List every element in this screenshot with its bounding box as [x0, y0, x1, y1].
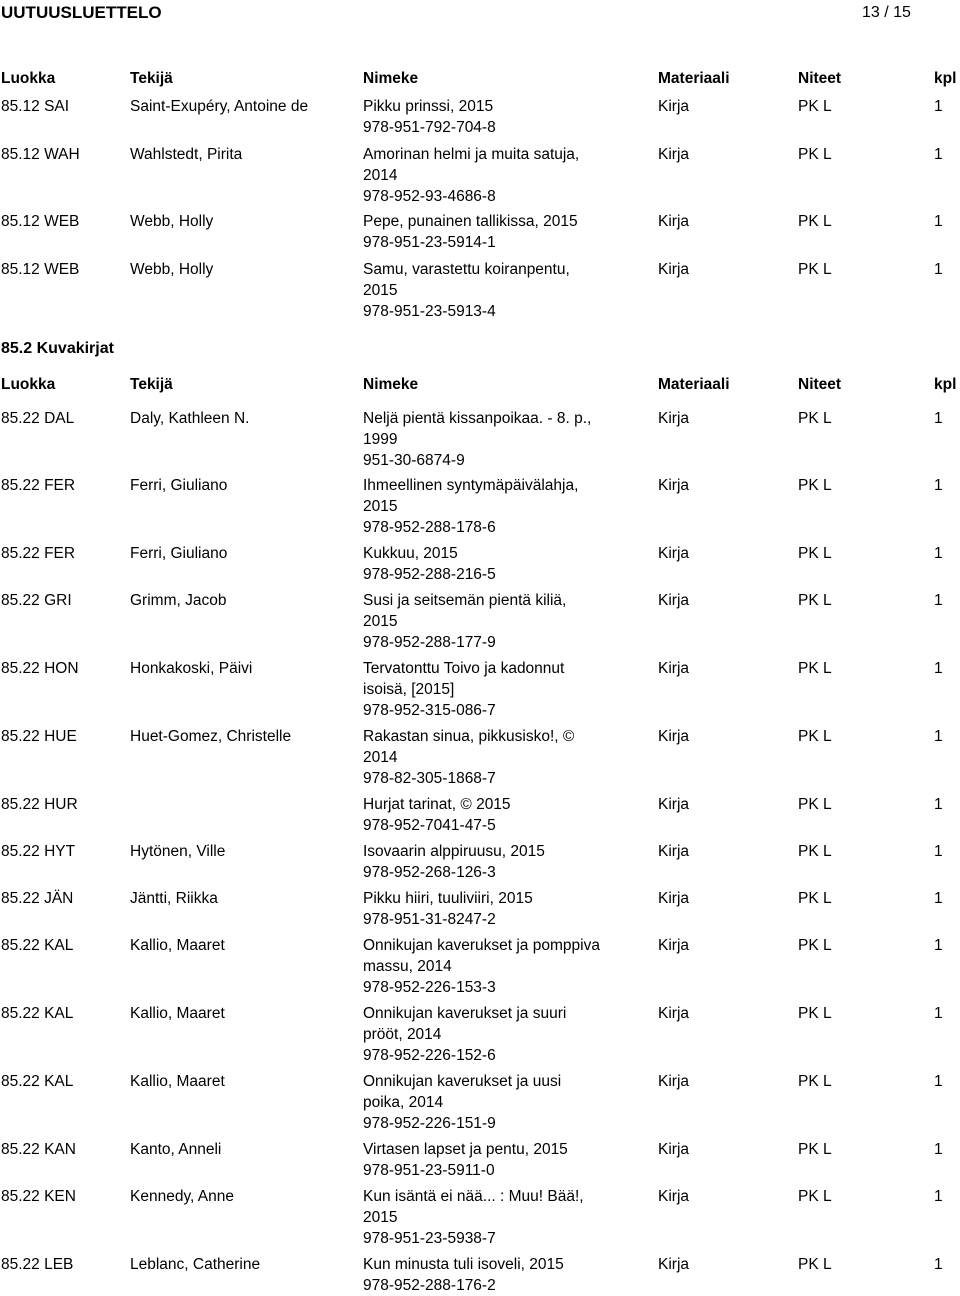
item-nimeke — [363, 1003, 566, 1066]
item-nimeke — [363, 1139, 568, 1181]
item-nimeke — [363, 658, 564, 721]
item-nimeke-line: 978-951-23-5911-0 — [363, 1162, 495, 1179]
item-nimeke-line: 978-952-288-178-6 — [363, 519, 496, 536]
item-materiaali: Kirja — [658, 477, 690, 494]
item-materiaali: Kirja — [658, 98, 690, 115]
item-tekija: Kallio, Maaret — [130, 937, 225, 954]
item-tekija: Webb, Holly — [130, 261, 214, 278]
item-luokka: 85.22 HYT — [1, 843, 76, 860]
item-nimeke-line: 978-952-288-177-9 — [363, 634, 496, 651]
item-nimeke-line: 978-952-7041-47-5 — [363, 817, 496, 834]
document-title: UUTUUSLUETTELO — [1, 3, 162, 22]
column-header-tekija: Tekijä — [130, 70, 173, 87]
item-tekija: Grimm, Jacob — [130, 592, 227, 609]
item-tekija: Kennedy, Anne — [130, 1188, 234, 1205]
item-nimeke-line: 978-952-93-4686-8 — [363, 188, 496, 205]
item-luokka: 85.22 KAL — [1, 937, 74, 954]
item-nimeke-line: 1999 — [363, 431, 398, 448]
item-kpl: 1 — [934, 728, 943, 745]
item-kpl: 1 — [934, 660, 943, 677]
item-nimeke — [363, 1254, 564, 1296]
item-nimeke-line: 2015 — [363, 1209, 398, 1226]
item-materiaali: Kirja — [658, 660, 690, 677]
item-kpl: 1 — [934, 545, 943, 562]
item-nimeke-line: 2015 — [363, 498, 398, 515]
item-nimeke-line: prööt, 2014 — [363, 1026, 442, 1043]
item-nimeke-line: Kun isäntä ei nää... : Muu! Bää!, — [363, 1188, 584, 1205]
item-kpl: 1 — [934, 213, 943, 230]
item-nimeke-line: massu, 2014 — [363, 958, 452, 975]
item-niteet: PK L — [798, 410, 832, 427]
item-nimeke-line: Pepe, punainen tallikissa, 2015 — [363, 213, 578, 230]
item-niteet: PK L — [798, 660, 832, 677]
item-nimeke-line: 978-951-31-8247-2 — [363, 911, 496, 928]
item-kpl: 1 — [934, 1005, 943, 1022]
item-kpl: 1 — [934, 1141, 943, 1158]
item-luokka: 85.22 KAN — [1, 1141, 76, 1158]
item-kpl: 1 — [934, 592, 943, 609]
item-nimeke — [363, 726, 574, 789]
item-materiaali: Kirja — [658, 728, 690, 745]
item-luokka: 85.22 HUE — [1, 728, 77, 745]
column-header-luokka: Luokka — [1, 376, 56, 393]
item-niteet: PK L — [798, 98, 832, 115]
column-header-kpl: kpl — [934, 376, 957, 393]
item-nimeke-line: 978-951-23-5913-4 — [363, 303, 496, 320]
item-nimeke-line: Pikku hiiri, tuuliviiri, 2015 — [363, 890, 533, 907]
item-nimeke-line: 978-952-288-216-5 — [363, 566, 496, 583]
item-kpl: 1 — [934, 1256, 943, 1273]
item-niteet: PK L — [798, 796, 832, 813]
item-nimeke-line: Hurjat tarinat, © 2015 — [363, 796, 511, 813]
item-nimeke-line: Ihmeellinen syntymäpäivälahja, — [363, 477, 579, 494]
item-luokka: 85.22 DAL — [1, 410, 75, 427]
item-nimeke-line: 978-82-305-1868-7 — [363, 770, 496, 787]
item-luokka: 85.22 KAL — [1, 1073, 74, 1090]
item-kpl: 1 — [934, 1073, 943, 1090]
item-tekija: Ferri, Giuliano — [130, 545, 228, 562]
item-tekija: Ferri, Giuliano — [130, 477, 228, 494]
item-niteet: PK L — [798, 477, 832, 494]
item-luokka: 85.22 KEN — [1, 1188, 76, 1205]
item-materiaali: Kirja — [658, 1141, 690, 1158]
item-materiaali: Kirja — [658, 213, 690, 230]
item-niteet: PK L — [798, 937, 832, 954]
item-nimeke — [363, 590, 566, 653]
column-header-materiaali: Materiaali — [658, 376, 730, 393]
item-nimeke-line: Rakastan sinua, pikkusisko!, © — [363, 728, 575, 745]
item-tekija: Hytönen, Ville — [130, 843, 226, 860]
column-header-tekija: Tekijä — [130, 376, 173, 393]
item-niteet: PK L — [798, 592, 832, 609]
item-nimeke — [363, 543, 496, 585]
item-nimeke-line: Onnikujan kaverukset ja pomppiva — [363, 937, 600, 954]
item-nimeke — [363, 96, 496, 138]
item-kpl: 1 — [934, 410, 943, 427]
column-header-kpl: kpl — [934, 70, 957, 87]
item-tekija: Jäntti, Riikka — [130, 890, 218, 907]
item-niteet: PK L — [798, 261, 832, 278]
item-nimeke-line: Pikku prinssi, 2015 — [363, 98, 494, 115]
item-kpl: 1 — [934, 890, 943, 907]
item-luokka: 85.12 SAI — [1, 98, 70, 115]
item-nimeke-line: Onnikujan kaverukset ja uusi — [363, 1073, 562, 1090]
item-nimeke-line: 978-952-226-151-9 — [363, 1115, 496, 1132]
item-kpl: 1 — [934, 937, 943, 954]
column-header-niteet: Niteet — [798, 376, 842, 393]
item-niteet: PK L — [798, 213, 832, 230]
item-materiaali: Kirja — [658, 890, 690, 907]
item-kpl: 1 — [934, 1188, 943, 1205]
item-luokka: 85.22 HUR — [1, 796, 78, 813]
item-nimeke-line: 2014 — [363, 167, 398, 184]
item-luokka: 85.22 FER — [1, 545, 76, 562]
item-luokka: 85.22 KAL — [1, 1005, 74, 1022]
item-nimeke-line: 2014 — [363, 749, 398, 766]
item-tekija: Daly, Kathleen N. — [130, 410, 250, 427]
item-niteet: PK L — [798, 1141, 832, 1158]
item-nimeke-line: Amorinan helmi ja muita satuja, — [363, 146, 580, 163]
item-kpl: 1 — [934, 261, 943, 278]
item-nimeke-line: Kun minusta tuli isoveli, 2015 — [363, 1256, 564, 1273]
item-nimeke-line: 978-952-226-152-6 — [363, 1047, 496, 1064]
item-nimeke — [363, 475, 578, 538]
item-nimeke-line: Samu, varastettu koiranpentu, — [363, 261, 570, 278]
item-kpl: 1 — [934, 146, 943, 163]
item-nimeke-line: Kukkuu, 2015 — [363, 545, 458, 562]
item-luokka: 85.22 FER — [1, 477, 76, 494]
item-nimeke-line: 978-952-268-126-3 — [363, 864, 496, 881]
item-kpl: 1 — [934, 843, 943, 860]
item-nimeke-line: 978-952-315-086-7 — [363, 702, 496, 719]
item-nimeke-line: 2015 — [363, 613, 398, 630]
item-niteet: PK L — [798, 1073, 832, 1090]
item-kpl: 1 — [934, 98, 943, 115]
item-nimeke — [363, 1071, 561, 1134]
item-nimeke — [363, 794, 511, 836]
item-niteet: PK L — [798, 1256, 832, 1273]
item-niteet: PK L — [798, 1188, 832, 1205]
item-tekija: Huet-Gomez, Christelle — [130, 728, 292, 745]
column-header-luokka: Luokka — [1, 70, 56, 87]
item-luokka: 85.22 GRI — [1, 592, 72, 609]
column-header-materiaali: Materiaali — [658, 70, 730, 87]
item-tekija: Honkakoski, Päivi — [130, 660, 253, 677]
column-header-nimeke: Nimeke — [363, 70, 419, 87]
item-nimeke-line: Susi ja seitsemän pientä kiliä, — [363, 592, 567, 609]
item-nimeke-line: Tervatonttu Toivo ja kadonnut — [363, 660, 565, 677]
item-kpl: 1 — [934, 796, 943, 813]
item-nimeke — [363, 408, 591, 471]
item-nimeke-line: 978-951-23-5938-7 — [363, 1230, 496, 1247]
item-nimeke-line: 2015 — [363, 282, 398, 299]
item-luokka: 85.22 JÄN — [1, 890, 74, 907]
item-materiaali: Kirja — [658, 545, 690, 562]
item-nimeke-line: 951-30-6874-9 — [363, 452, 465, 469]
item-luokka: 85.12 WEB — [1, 261, 80, 278]
item-nimeke-line: Neljä pientä kissanpoikaa. - 8. p., — [363, 410, 592, 427]
item-nimeke-line: poika, 2014 — [363, 1094, 444, 1111]
item-tekija: Saint-Exupéry, Antoine de — [130, 98, 309, 115]
item-materiaali: Kirja — [658, 146, 690, 163]
item-niteet: PK L — [798, 1005, 832, 1022]
item-niteet: PK L — [798, 146, 832, 163]
item-tekija: Kallio, Maaret — [130, 1005, 225, 1022]
item-nimeke — [363, 935, 600, 998]
item-nimeke-line: Onnikujan kaverukset ja suuri — [363, 1005, 567, 1022]
column-header-nimeke: Nimeke — [363, 376, 419, 393]
item-niteet: PK L — [798, 728, 832, 745]
item-materiaali: Kirja — [658, 796, 690, 813]
item-nimeke — [363, 211, 578, 253]
item-materiaali: Kirja — [658, 937, 690, 954]
item-nimeke-line: 978-951-792-704-8 — [363, 119, 496, 136]
item-tekija: Wahlstedt, Pirita — [130, 146, 243, 163]
item-materiaali: Kirja — [658, 1256, 690, 1273]
item-materiaali: Kirja — [658, 410, 690, 427]
item-nimeke — [363, 144, 579, 207]
item-luokka: 85.22 HON — [1, 660, 79, 677]
item-materiaali: Kirja — [658, 843, 690, 860]
item-kpl: 1 — [934, 477, 943, 494]
item-niteet: PK L — [798, 843, 832, 860]
item-materiaali: Kirja — [658, 592, 690, 609]
item-niteet: PK L — [798, 890, 832, 907]
item-materiaali: Kirja — [658, 1005, 690, 1022]
item-tekija: Kanto, Anneli — [130, 1141, 222, 1158]
item-nimeke-line: Virtasen lapset ja pentu, 2015 — [363, 1141, 568, 1158]
item-materiaali: Kirja — [658, 1073, 690, 1090]
item-materiaali: Kirja — [658, 261, 690, 278]
item-luokka: 85.12 WEB — [1, 213, 80, 230]
item-nimeke — [363, 841, 545, 883]
item-nimeke-line: 978-952-288-176-2 — [363, 1277, 496, 1294]
item-tekija: Leblanc, Catherine — [130, 1256, 261, 1273]
page-number: 13 / 15 — [862, 4, 911, 21]
section-title: 85.2 Kuvakirjat — [1, 340, 114, 357]
item-nimeke-line: isoisä, [2015] — [363, 681, 455, 698]
item-tekija: Webb, Holly — [130, 213, 214, 230]
item-luokka: 85.22 LEB — [1, 1256, 74, 1273]
column-header-niteet: Niteet — [798, 70, 842, 87]
item-nimeke — [363, 888, 533, 930]
item-nimeke — [363, 1186, 584, 1249]
item-nimeke-line: 978-952-226-153-3 — [363, 979, 496, 996]
item-tekija: Kallio, Maaret — [130, 1073, 225, 1090]
item-nimeke — [363, 259, 570, 322]
item-nimeke-line: Isovaarin alppiruusu, 2015 — [363, 843, 545, 860]
item-nimeke-line: 978-951-23-5914-1 — [363, 234, 496, 251]
item-luokka: 85.12 WAH — [1, 146, 80, 163]
item-materiaali: Kirja — [658, 1188, 690, 1205]
item-niteet: PK L — [798, 545, 832, 562]
